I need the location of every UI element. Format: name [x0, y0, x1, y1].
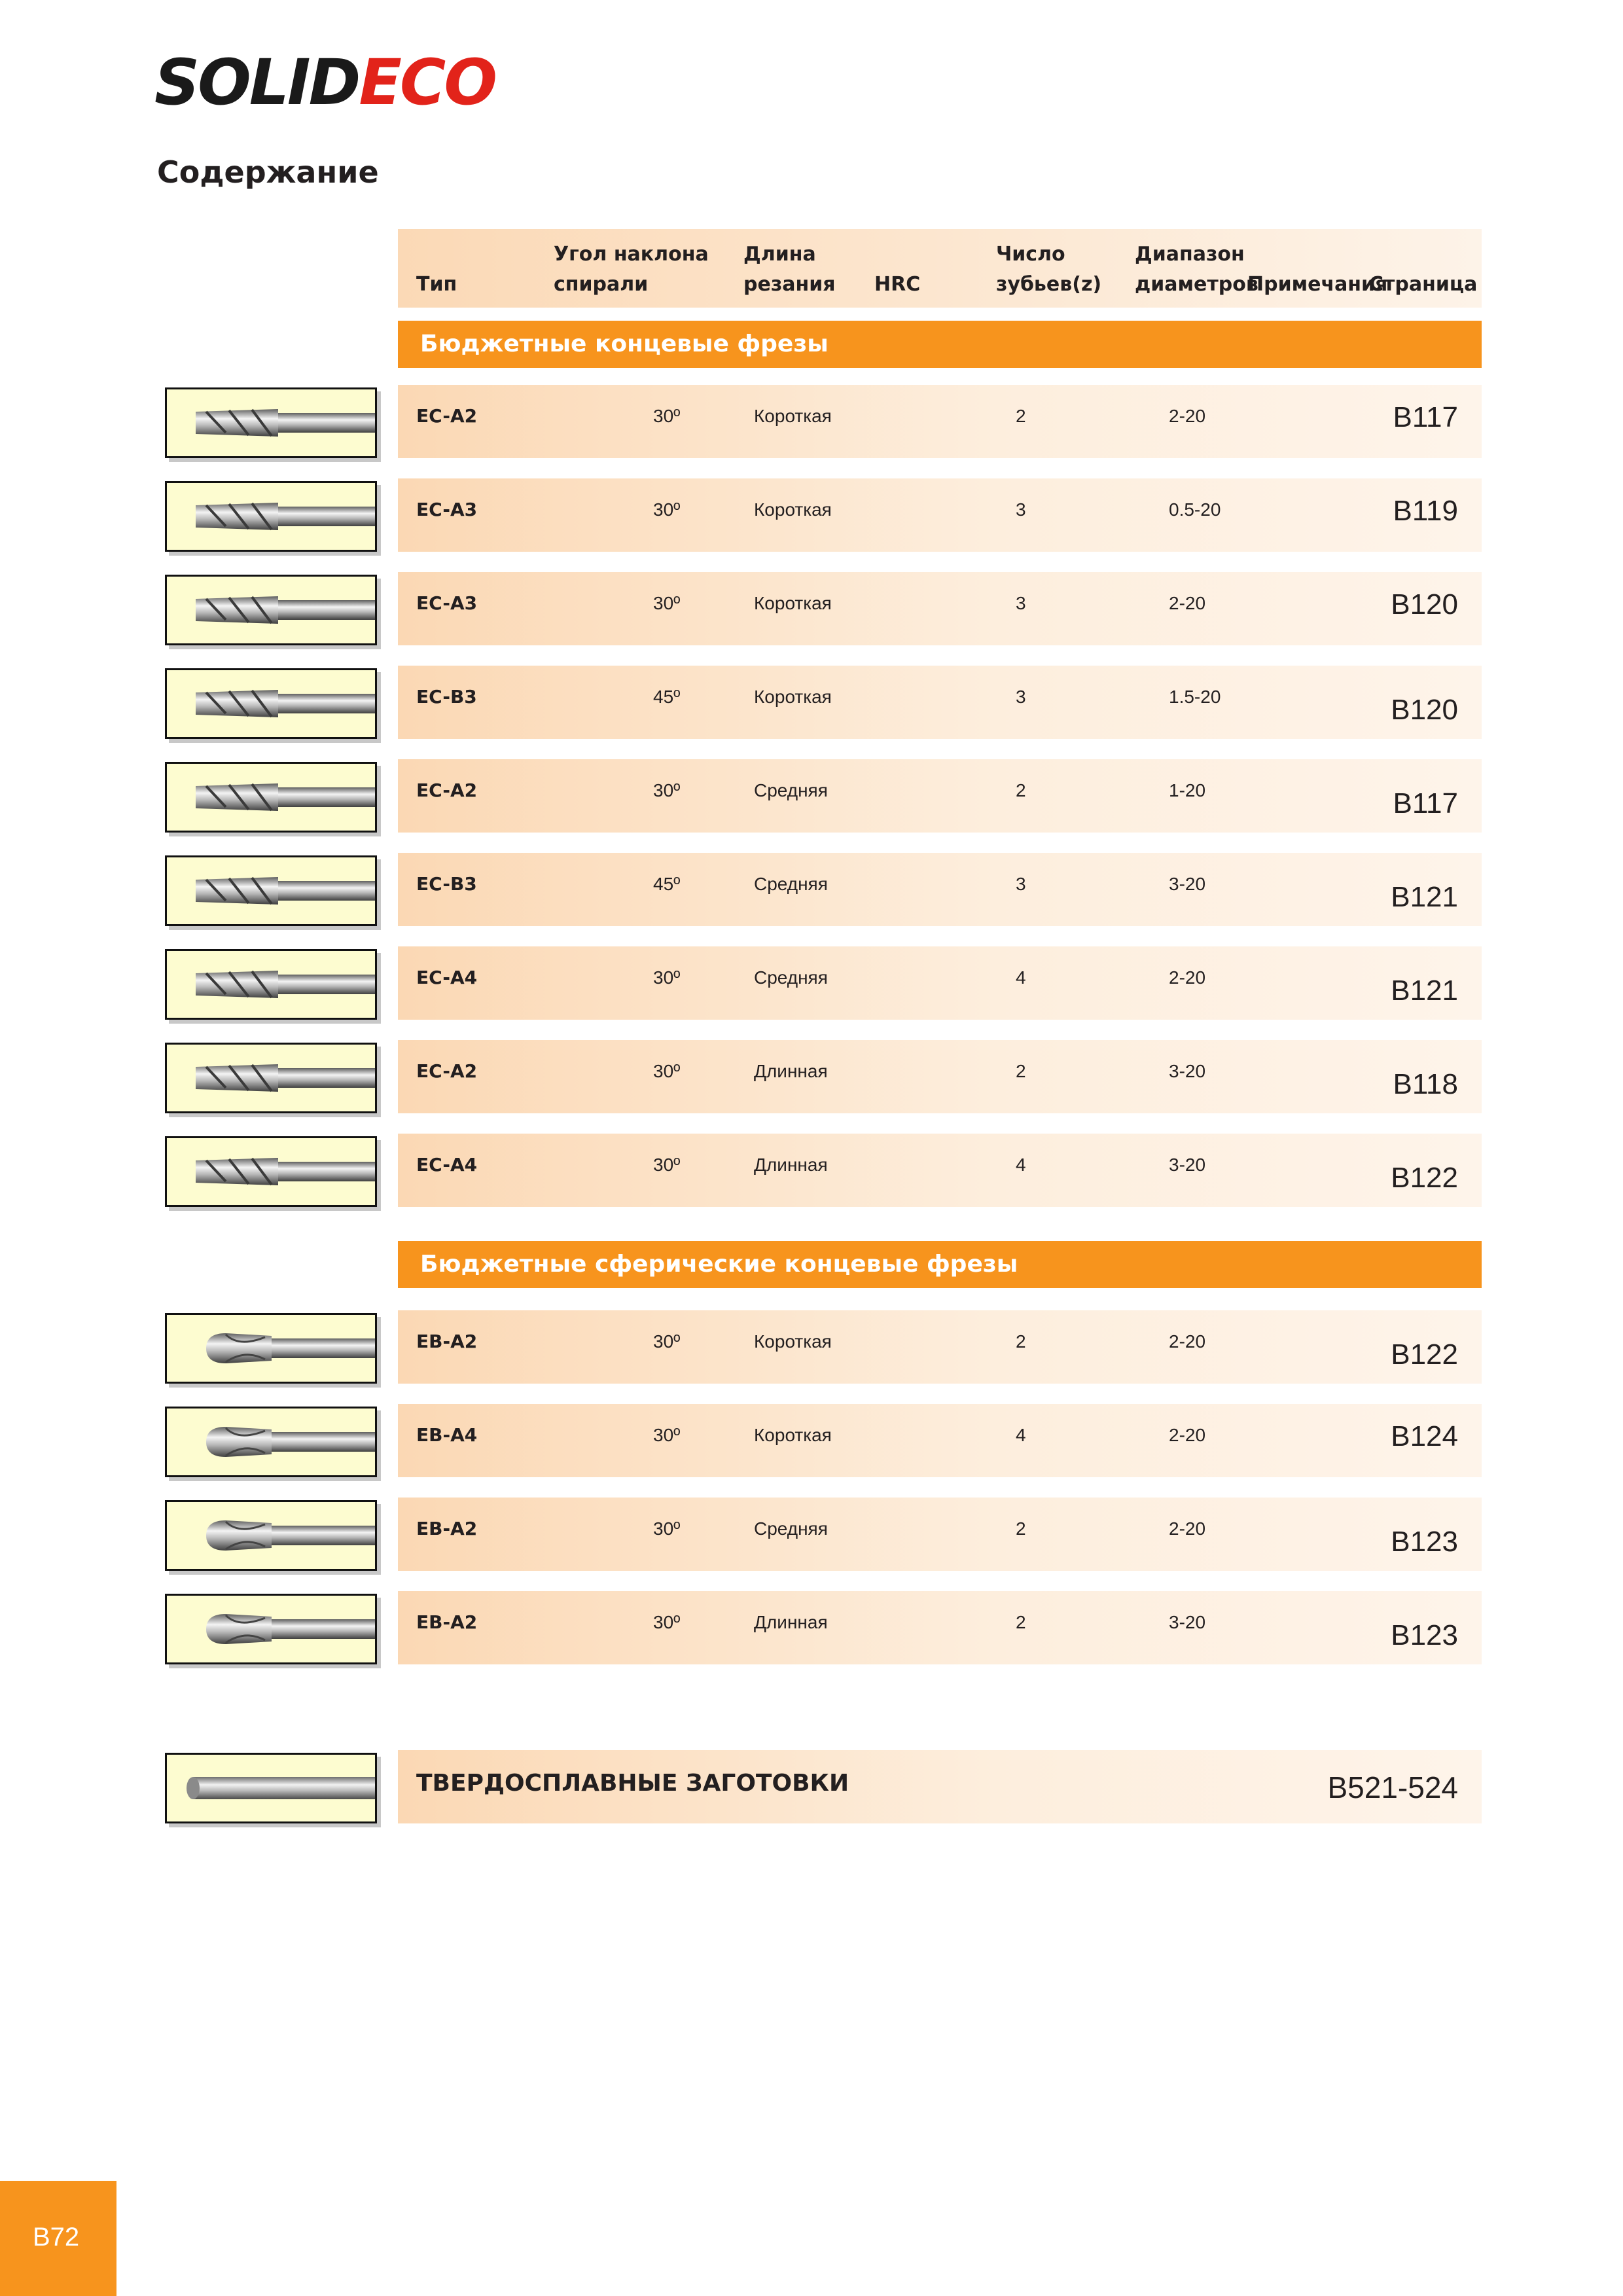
cell-page: B121 [1391, 881, 1458, 913]
cell-page: B117 [1393, 401, 1458, 433]
product-image-end-mill [165, 949, 377, 1020]
product-image-end-mill [165, 1407, 377, 1477]
category-bar-end-mills [398, 321, 1482, 368]
table-row [398, 946, 1482, 1020]
product-image-end-mill [165, 1136, 377, 1207]
cell-type: EB-A2 [416, 1518, 478, 1539]
table-row [398, 1498, 1482, 1571]
cell-diameter-range: 2-20 [1169, 1331, 1206, 1352]
cell-teeth: 4 [1016, 1425, 1026, 1445]
product-image-end-mill [165, 855, 377, 926]
header-teeth-line2: зубьев(z) [996, 273, 1102, 296]
table-row [398, 1134, 1482, 1207]
cell-teeth: 4 [1016, 967, 1026, 988]
page-number-box [0, 2181, 116, 2296]
cell-teeth: 2 [1016, 406, 1026, 426]
cell-helix-angle: 30º [653, 1518, 681, 1539]
cell-type: EB-A2 [416, 1331, 478, 1352]
cell-page: B120 [1391, 694, 1458, 726]
product-image-end-mill [165, 762, 377, 833]
cell-page: B120 [1391, 588, 1458, 620]
header-page: Страница [1369, 273, 1478, 296]
cell-teeth: 3 [1016, 874, 1026, 894]
cell-teeth: 3 [1016, 593, 1026, 613]
cell-type: EC-A4 [416, 967, 478, 988]
cell-helix-angle: 30º [653, 593, 681, 613]
cell-teeth: 4 [1016, 1155, 1026, 1175]
cell-helix-angle: 30º [653, 499, 681, 520]
table-row [398, 1310, 1482, 1384]
header-length-line1: Длина [743, 243, 816, 266]
page-number: B72 [33, 2223, 80, 2251]
cell-diameter-range: 3-20 [1169, 1612, 1206, 1632]
product-image-end-mill [165, 1594, 377, 1664]
cell-type: EB-A4 [416, 1424, 478, 1446]
cell-teeth: 3 [1016, 687, 1026, 707]
cell-diameter-range: 1.5-20 [1169, 687, 1221, 707]
cell-cutting-length: Средняя [754, 780, 828, 800]
cell-type: EC-B3 [416, 686, 477, 708]
cell-page: B119 [1393, 495, 1458, 527]
category-bar-ball-end-mills [398, 1241, 1482, 1288]
table-row [398, 853, 1482, 926]
cell-helix-angle: 45º [653, 874, 681, 894]
cell-diameter-range: 3-20 [1169, 874, 1206, 894]
header-notes: Примечания [1247, 273, 1388, 296]
cell-helix-angle: 30º [653, 1612, 681, 1632]
cell-diameter-range: 1-20 [1169, 780, 1206, 800]
header-angle-line2: спирали [554, 273, 649, 296]
cell-teeth: 2 [1016, 1331, 1026, 1352]
table-row [398, 666, 1482, 739]
table-row [398, 478, 1482, 552]
cell-diameter-range: 2-20 [1169, 967, 1206, 988]
table-row [398, 1591, 1482, 1664]
cell-cutting-length: Длинная [754, 1155, 828, 1175]
cell-page: B124 [1391, 1420, 1458, 1452]
cell-cutting-length: Короткая [754, 406, 832, 426]
cell-cutting-length: Короткая [754, 1425, 832, 1445]
cell-helix-angle: 30º [653, 1331, 681, 1352]
cell-helix-angle: 30º [653, 1061, 681, 1081]
cell-type: EC-A3 [416, 592, 478, 614]
product-image-end-mill [165, 668, 377, 739]
carbide-blanks-title: ТВЕРДОСПЛАВНЫЕ ЗАГОТОВКИ [416, 1770, 849, 1797]
cell-teeth: 2 [1016, 780, 1026, 800]
cell-diameter-range: 2-20 [1169, 406, 1206, 426]
logo-part-eco: ECO [359, 46, 495, 119]
table-header [398, 229, 1482, 308]
cell-cutting-length: Короткая [754, 687, 832, 707]
cell-cutting-length: Средняя [754, 1518, 828, 1539]
cell-helix-angle: 30º [653, 967, 681, 988]
cell-page: B122 [1391, 1338, 1458, 1371]
product-image-end-mill [165, 481, 377, 552]
cell-helix-angle: 30º [653, 1155, 681, 1175]
cell-teeth: 3 [1016, 499, 1026, 520]
cell-type: EC-B3 [416, 873, 477, 895]
table-row [398, 1040, 1482, 1113]
logo-part-solid: SOLID [154, 46, 359, 119]
header-type: Тип [416, 273, 457, 296]
cell-type: EC-A2 [416, 780, 478, 801]
carbide-blanks-page: B521-524 [1327, 1770, 1458, 1804]
carbide-blanks-row [398, 1750, 1482, 1823]
cell-cutting-length: Средняя [754, 967, 828, 988]
cell-helix-angle: 30º [653, 1425, 681, 1445]
header-teeth-line1: Число [996, 243, 1065, 266]
cell-type: EC-A3 [416, 499, 478, 520]
section-title: Содержание [157, 154, 379, 190]
cell-type: EC-A2 [416, 1060, 478, 1082]
category-title: Бюджетные концевые фрезы [420, 331, 829, 357]
cell-cutting-length: Длинная [754, 1061, 828, 1081]
cell-helix-angle: 45º [653, 687, 681, 707]
cell-cutting-length: Короткая [754, 593, 832, 613]
product-image-end-mill [165, 1313, 377, 1384]
cell-diameter-range: 3-20 [1169, 1061, 1206, 1081]
cell-page: B117 [1393, 787, 1458, 819]
product-image-end-mill [165, 575, 377, 645]
cell-cutting-length: Короткая [754, 1331, 832, 1352]
cell-type: EC-A2 [416, 405, 478, 427]
cell-page: B118 [1393, 1068, 1458, 1100]
product-image-carbide-rod [165, 1753, 377, 1823]
product-image-end-mill [165, 1043, 377, 1113]
cell-diameter-range: 2-20 [1169, 1518, 1206, 1539]
header-diameter-line1: Диапазон [1135, 243, 1245, 266]
cell-teeth: 2 [1016, 1061, 1026, 1081]
header-hrc: HRC [874, 273, 921, 296]
cell-page: B123 [1391, 1526, 1458, 1558]
cell-diameter-range: 2-20 [1169, 593, 1206, 613]
cell-page: B121 [1391, 975, 1458, 1007]
cell-diameter-range: 2-20 [1169, 1425, 1206, 1445]
cell-type: EC-A4 [416, 1154, 478, 1175]
header-length-line2: резания [743, 273, 836, 296]
solideco-logo [154, 46, 495, 119]
cell-diameter-range: 0.5-20 [1169, 499, 1221, 520]
cell-helix-angle: 30º [653, 780, 681, 800]
header-angle-line1: Угол наклона [554, 243, 709, 266]
cell-type: EB-A2 [416, 1611, 478, 1633]
product-image-end-mill [165, 387, 377, 458]
cell-teeth: 2 [1016, 1612, 1026, 1632]
product-image-end-mill [165, 1500, 377, 1571]
cell-cutting-length: Длинная [754, 1612, 828, 1632]
cell-teeth: 2 [1016, 1518, 1026, 1539]
table-row [398, 572, 1482, 645]
cell-cutting-length: Короткая [754, 499, 832, 520]
cell-page: B122 [1391, 1162, 1458, 1194]
category-title: Бюджетные сферические концевые фрезы [420, 1251, 1018, 1278]
cell-page: B123 [1391, 1619, 1458, 1651]
cell-diameter-range: 3-20 [1169, 1155, 1206, 1175]
table-row [398, 759, 1482, 833]
table-row [398, 1404, 1482, 1477]
cell-cutting-length: Средняя [754, 874, 828, 894]
table-row [398, 385, 1482, 458]
header-diameter-line2: диаметров [1135, 273, 1258, 296]
cell-helix-angle: 30º [653, 406, 681, 426]
